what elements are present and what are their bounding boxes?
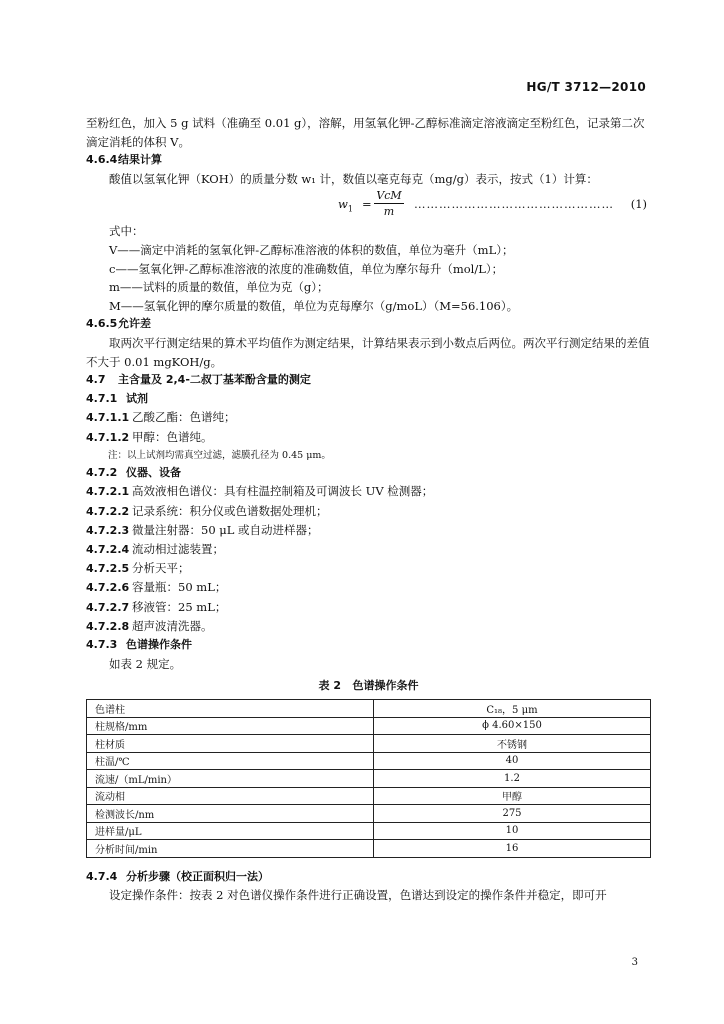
paragraph-result-calc: 酸值以氢氧化钾（KOH）的质量分数 w₁ 计，数值以毫克每克（mg/g）表示，按式（1）计算： bbox=[109, 171, 598, 186]
reagent-item: 4.7.1.2 甲醇：色谱纯。 bbox=[86, 429, 213, 444]
equipment-item: 4.7.2.6 容量瓶：50 mL； bbox=[86, 580, 227, 595]
paragraph-continuation: 至粉红色，加入 5 g 试料（准确至 0.01 g），溶解，用氢氧化钾-乙醇标准滴定溶液滴定至粉红色，记录第二次滴定消耗的体积 V。 bbox=[86, 116, 645, 149]
standard-number: HG/T 3712—2010 bbox=[526, 80, 646, 94]
where-item-c: c——氢氧化钾-乙醇标准溶液的浓度的准确数值，单位为摩尔每升（mol/L）； bbox=[109, 261, 504, 276]
table-2-title: 表 2 色谱操作条件 bbox=[318, 679, 419, 693]
paragraph-tolerance: 取两次平行测定结果的算术平均值作为测定结果，计算结果表示到小数点后两位。两次平行测定结果的差值不大于 0.01 mgKOH/g。 bbox=[86, 335, 650, 369]
equipment-item: 4.7.2.8 超声波清洗器。 bbox=[86, 618, 213, 633]
table-row: 柱规格/mm ϕ 4.60×150 bbox=[87, 717, 651, 735]
heading-4-7-4: 4.7.4 分析步骤（校正面积归一法） bbox=[86, 869, 269, 883]
equipment-item: 4.7.2.2 记录系统：积分仪或色谱数据处理机； bbox=[86, 503, 328, 518]
where-item-m: m——试料的质量的数值，单位为克（g）； bbox=[109, 280, 329, 295]
table-row: 流动相 甲醇 bbox=[87, 787, 651, 805]
where-item-molar-mass: M——氢氧化钾的摩尔质量的数值，单位为克每摩尔（g/moL）（M=56.106）。 bbox=[109, 298, 519, 313]
heading-4-7-2: 4.7.2 仪器、设备 bbox=[86, 465, 181, 479]
paragraph-table-ref: 如表 2 规定。 bbox=[109, 656, 182, 671]
table-row: 柱温/℃ 40 bbox=[87, 752, 651, 770]
equipment-item: 4.7.2.7 移液管：25 mL； bbox=[86, 599, 227, 614]
equipment-item: 4.7.2.1 高效液相色谱仪：具有柱温控制箱及可调波长 UV 检测器； bbox=[86, 484, 434, 499]
table-row: 分析时间/min 16 bbox=[87, 840, 651, 858]
reagent-note: 注：以上试剂均需真空过滤，滤膜孔径为 0.45 μm。 bbox=[108, 449, 331, 461]
formula-fraction bbox=[374, 188, 404, 219]
heading-4-7-3: 4.7.3 色谱操作条件 bbox=[86, 637, 192, 651]
formula-1 bbox=[86, 188, 651, 222]
heading-4-7-1: 4.7.1 试剂 bbox=[86, 391, 148, 405]
where-intro: 式中： bbox=[109, 224, 144, 239]
page-content bbox=[86, 114, 651, 905]
formula-leader-dots: ………………………………………… bbox=[414, 197, 614, 212]
formula-number: (1) bbox=[630, 197, 647, 212]
heading-4-6-5: 4.6.5允许差 bbox=[86, 317, 151, 331]
where-item-v: V——滴定中消耗的氢氧化钾-乙醇标准溶液的体积的数值，单位为毫升（mL）； bbox=[109, 242, 514, 257]
table-row: 柱材质 不锈钢 bbox=[87, 735, 651, 753]
equipment-item: 4.7.2.3 微量注射器：50 μL 或自动进样器； bbox=[86, 522, 319, 537]
formula-equals: = bbox=[362, 197, 372, 212]
table-row: 色谱柱 C₁₈，5 μm bbox=[87, 700, 651, 718]
table-row: 进样量/μL 10 bbox=[87, 822, 651, 840]
heading-4-7: 4.7 主含量及 2,4-二叔丁基苯酚含量的测定 bbox=[86, 373, 311, 387]
page-number: 3 bbox=[631, 957, 638, 968]
equipment-item: 4.7.2.4 流动相过滤装置； bbox=[86, 541, 224, 556]
formula-numerator: VcM bbox=[374, 188, 404, 204]
formula-denominator: m bbox=[383, 205, 395, 219]
table-row: 流速/（mL/min） 1.2 bbox=[87, 770, 651, 788]
heading-4-6-4: 4.6.4结果计算 bbox=[86, 153, 162, 167]
equipment-item: 4.7.2.5 分析天平； bbox=[86, 561, 190, 576]
formula-lhs: $w_1$ bbox=[338, 197, 353, 214]
table-2-chromatography-conditions bbox=[86, 699, 651, 858]
reagent-item: 4.7.1.1 乙酸乙酯：色谱纯； bbox=[86, 410, 236, 425]
table-row: 检测波长/nm 275 bbox=[87, 805, 651, 823]
paragraph-analysis-steps: 设定操作条件：按表 2 对色谱仪操作条件进行正确设置，色谱达到设定的操作条件并稳定，即可开 bbox=[109, 888, 607, 903]
